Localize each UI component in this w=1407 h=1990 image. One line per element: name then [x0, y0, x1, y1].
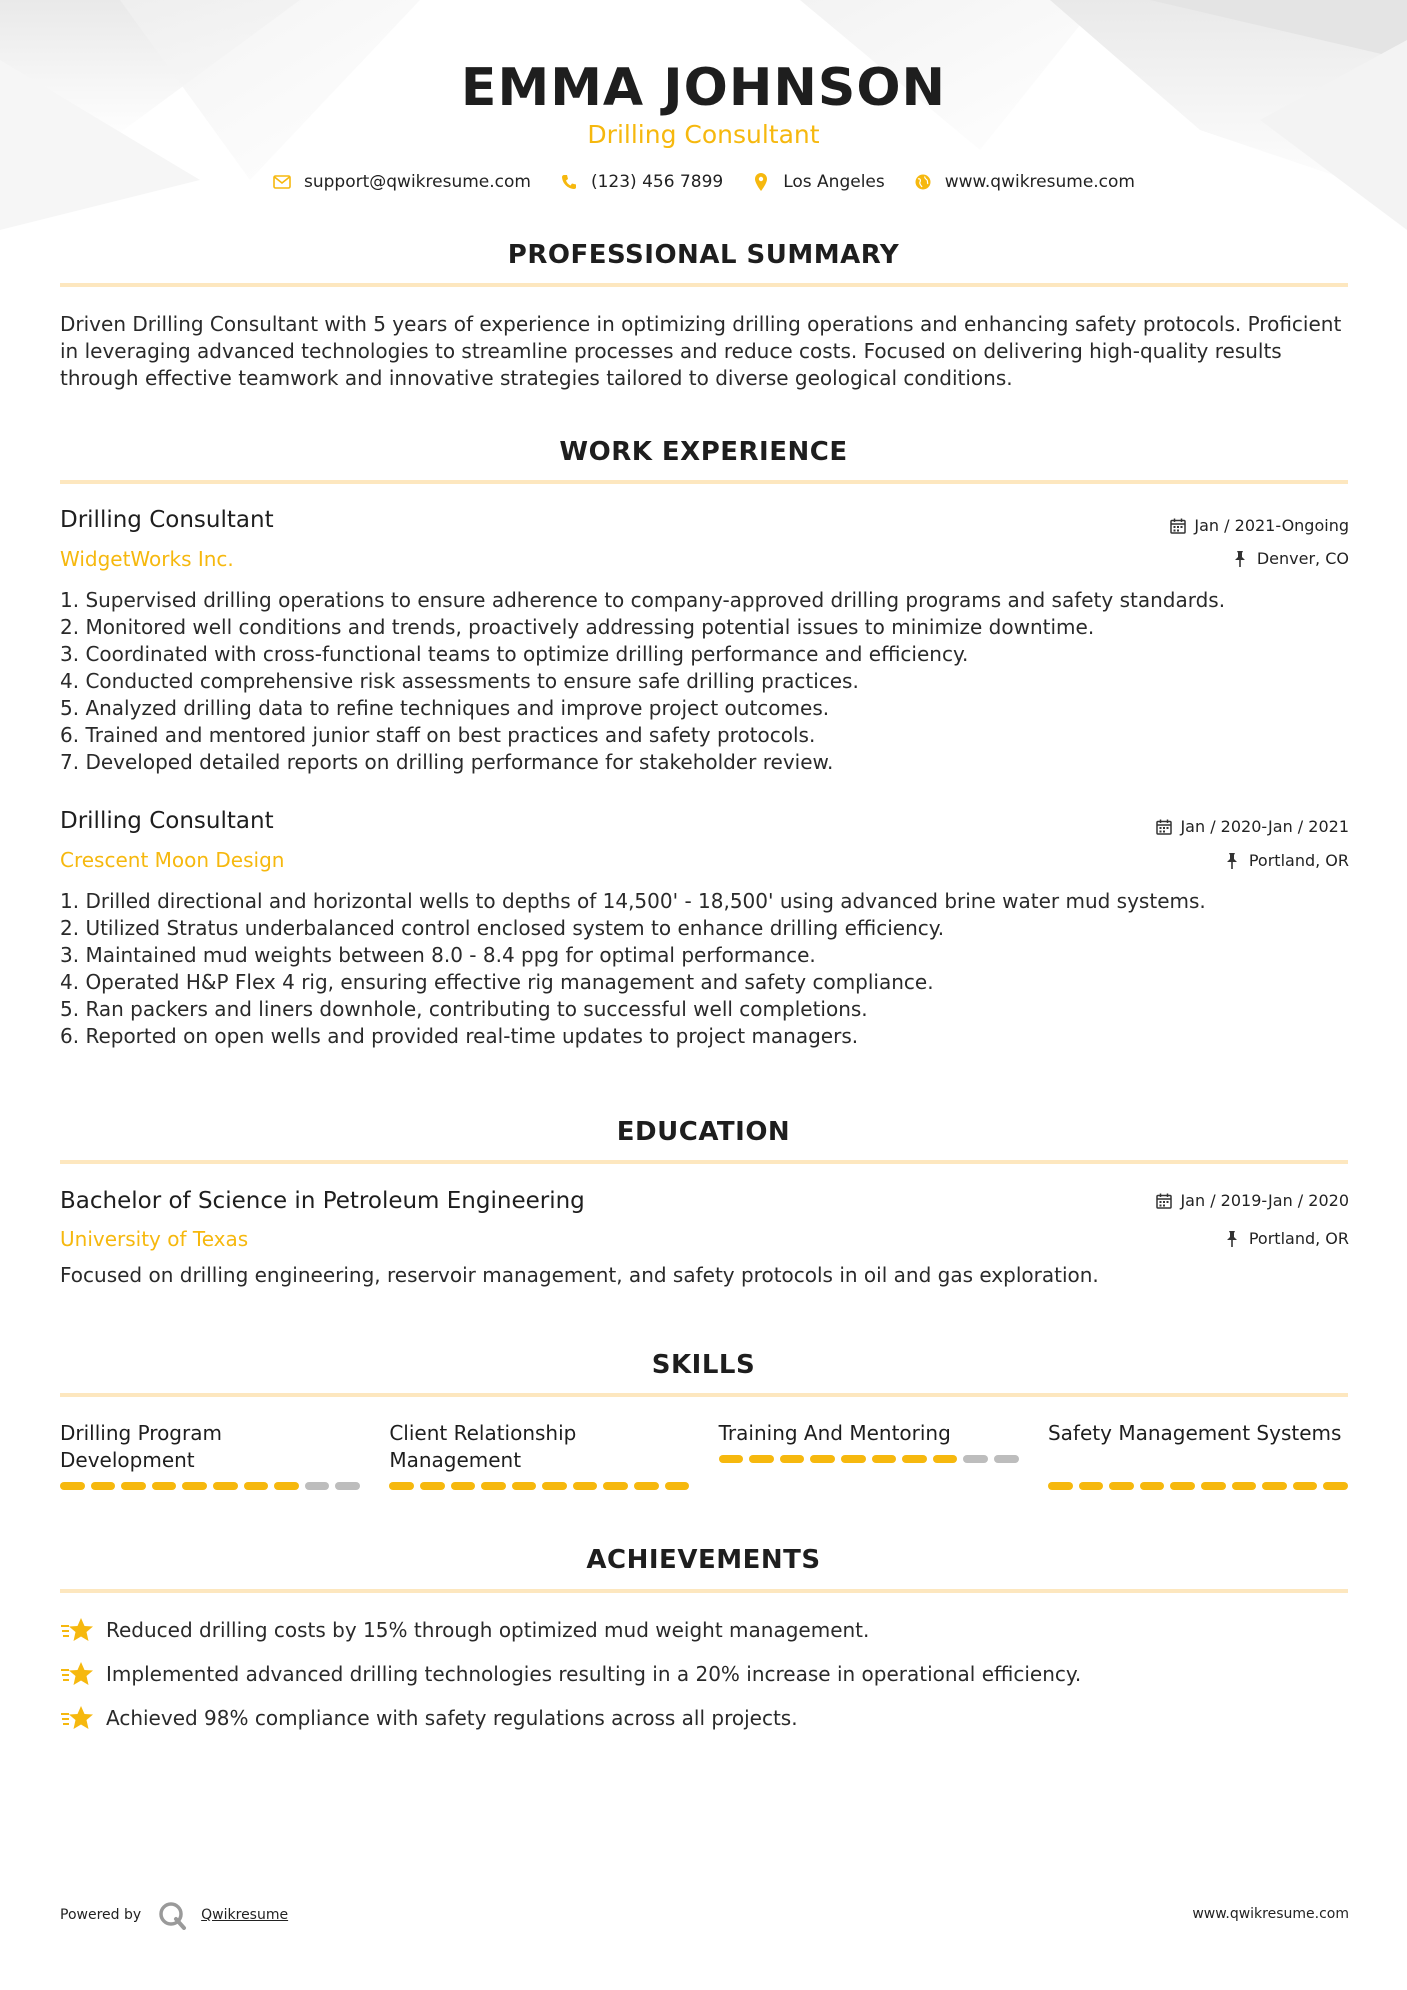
envelope-icon — [272, 172, 292, 192]
pushpin-icon — [1225, 1231, 1241, 1247]
skill-level-segment-filled — [481, 1482, 506, 1490]
skill-level-segment-filled — [933, 1455, 958, 1463]
achievement-text: Implemented advanced drilling technologies resulting in a 20% increase in operational efficiency. — [106, 1662, 1082, 1686]
experience-heading: WORK EXPERIENCE — [559, 437, 848, 467]
qwikresume-logo-icon — [157, 1900, 187, 1930]
skill-level-bar — [1048, 1482, 1348, 1490]
candidate-title: Drilling Consultant — [587, 120, 820, 149]
skill-level-segment-filled — [1140, 1482, 1165, 1490]
achievement-text: Achieved 98% compliance with safety regulations across all projects. — [106, 1706, 798, 1730]
skill-level-segment-empty — [994, 1455, 1019, 1463]
skill-level-bar — [60, 1482, 360, 1490]
skill-level-bar — [719, 1455, 1019, 1463]
skill-level-segment-filled — [749, 1455, 774, 1463]
footer-website[interactable]: www.qwikresume.com — [1192, 1906, 1349, 1922]
list-item: 5. Ran packers and liners downhole, contributing to successful well completions. — [60, 997, 868, 1021]
skill-level-segment-filled — [573, 1482, 598, 1490]
education-heading: EDUCATION — [616, 1117, 791, 1147]
list-item: 2. Monitored well conditions and trends, proactively addressing potential issues to minimize downtime. — [60, 615, 1095, 639]
skill-level-segment-filled — [542, 1482, 567, 1490]
school-name: University of Texas — [60, 1227, 249, 1251]
globe-icon — [913, 172, 933, 192]
skill-level-segment-filled — [810, 1455, 835, 1463]
skill-level-bar — [389, 1482, 689, 1490]
education-dates-text: Jan / 2019-Jan / 2020 — [1180, 1191, 1349, 1210]
job-company: WidgetWorks Inc. — [60, 547, 234, 571]
star-icon — [60, 1704, 94, 1732]
job-bullets — [60, 888, 1350, 1050]
list-item: 7. Developed detailed reports on drilling performance for stakeholder review. — [60, 750, 834, 774]
list-item: 2. Utilized Stratus underbalanced control enclosed system to enhance drilling efficiency. — [60, 916, 945, 940]
education-dates — [1156, 1191, 1349, 1210]
list-item: 5. Analyzed drilling data to refine techniques and improve project outcomes. — [60, 696, 830, 720]
achievement-item — [60, 1660, 1350, 1688]
contact-phone-text: (123) 456 7899 — [590, 172, 724, 192]
skill-level-segment-filled — [665, 1482, 690, 1490]
job-title: Drilling Consultant — [60, 808, 274, 834]
education-divider — [60, 1160, 1348, 1164]
skill-level-segment-filled — [152, 1482, 177, 1490]
powered-by-label: Powered by — [60, 1907, 142, 1923]
skill-level-segment-filled — [634, 1482, 659, 1490]
job-dates — [1170, 516, 1349, 535]
skill-level-segment-filled — [451, 1482, 476, 1490]
skill-level-segment-filled — [274, 1482, 299, 1490]
pushpin-icon — [1225, 853, 1241, 869]
skills-list — [60, 1420, 1348, 1490]
education-location-text: Portland, OR — [1248, 1229, 1349, 1248]
job-dates — [1156, 817, 1349, 836]
skill-level-segment-filled — [719, 1455, 744, 1463]
skill-item — [389, 1420, 689, 1490]
qwikresume-link[interactable]: Qwikresume — [201, 1907, 289, 1923]
education-description: Focused on drilling engineering, reservoir management, and safety protocols in oil and gas exploration. — [60, 1263, 1099, 1287]
skill-level-segment-filled — [1201, 1482, 1226, 1490]
skill-level-segment-empty — [963, 1455, 988, 1463]
skill-name: Safety Management Systems — [1047, 1421, 1342, 1445]
summary-text: Driven Drilling Consultant with 5 years of experience in optimizing drilling operations and enhancing safety protocols. Proficient in leveraging advanced technologies to streamline processes and reduce costs. Focused on delivering high-quality results through effective teamwork and innovative strategies tailored to diverse geological conditions. — [60, 312, 1342, 390]
map-pin-icon — [751, 172, 771, 192]
skill-name: Training And Mentoring — [718, 1421, 951, 1445]
skill-name: Client Relationship Management — [389, 1421, 577, 1472]
achievements-divider — [60, 1589, 1348, 1593]
list-item: 3. Maintained mud weights between 8.0 - 8.4 ppg for optimal performance. — [60, 943, 816, 967]
skill-item — [719, 1420, 1019, 1490]
skill-level-segment-filled — [1170, 1482, 1195, 1490]
skill-level-segment-filled — [121, 1482, 146, 1490]
skill-level-segment-filled — [389, 1482, 414, 1490]
skill-level-segment-filled — [91, 1482, 116, 1490]
summary-heading: PROFESSIONAL SUMMARY — [507, 240, 900, 270]
skill-level-segment-filled — [872, 1455, 897, 1463]
star-icon — [60, 1616, 94, 1644]
skill-level-segment-filled — [1262, 1482, 1287, 1490]
contact-location-text: Los Angeles — [783, 172, 885, 192]
skill-level-segment-filled — [1293, 1482, 1318, 1490]
skill-level-segment-filled — [182, 1482, 207, 1490]
skill-level-segment-filled — [244, 1482, 269, 1490]
star-icon — [60, 1660, 94, 1688]
job-title: Drilling Consultant — [60, 507, 274, 533]
job-dates-text: Jan / 2021-Ongoing — [1194, 516, 1349, 535]
skill-level-segment-empty — [305, 1482, 330, 1490]
skill-level-segment-filled — [1232, 1482, 1257, 1490]
job-location — [1225, 851, 1349, 870]
calendar-icon — [1170, 518, 1186, 534]
job-company: Crescent Moon Design — [60, 848, 285, 872]
job-bullets — [60, 587, 1350, 776]
contact-website-text: www.qwikresume.com — [944, 172, 1135, 192]
contact-website[interactable] — [913, 172, 1135, 192]
footer-powered-by — [60, 1900, 288, 1930]
skill-level-segment-filled — [420, 1482, 445, 1490]
contact-email-text: support@qwikresume.com — [304, 172, 531, 192]
education-location — [1225, 1229, 1349, 1248]
skill-level-segment-filled — [60, 1482, 85, 1490]
list-item: 1. Supervised drilling operations to ensure adherence to company-approved drilling programs and safety standards. — [60, 588, 1226, 612]
skills-heading: SKILLS — [651, 1350, 756, 1380]
skill-level-segment-filled — [1109, 1482, 1134, 1490]
contact-email[interactable] — [272, 172, 531, 192]
achievements-heading: ACHIEVEMENTS — [586, 1545, 821, 1575]
contact-phone[interactable] — [559, 172, 723, 192]
list-item: 4. Operated H&P Flex 4 rig, ensuring effective rig management and safety compliance. — [60, 970, 934, 994]
degree-title: Bachelor of Science in Petroleum Engineering — [60, 1188, 585, 1214]
skills-divider — [60, 1393, 1348, 1397]
contact-bar — [0, 172, 1407, 192]
skill-level-segment-filled — [512, 1482, 537, 1490]
list-item: 6. Trained and mentored junior staff on best practices and safety protocols. — [60, 723, 816, 747]
skill-item — [1048, 1420, 1348, 1490]
job-location — [1233, 549, 1349, 568]
skill-item — [60, 1420, 360, 1490]
skill-name: Drilling Program Development — [60, 1421, 222, 1472]
list-item: 1. Drilled directional and horizontal wells to depths of 14,500' - 18,500' using advanced brine water mud systems. — [60, 889, 1206, 913]
summary-divider — [60, 283, 1348, 287]
job-location-text: Portland, OR — [1248, 851, 1349, 870]
contact-location — [751, 172, 885, 192]
skill-level-segment-filled — [841, 1455, 866, 1463]
pushpin-icon — [1233, 551, 1249, 567]
candidate-name: EMMA JOHNSON — [460, 58, 947, 118]
achievement-item — [60, 1704, 1350, 1732]
achievement-item — [60, 1616, 1350, 1644]
list-item: 6. Reported on open wells and provided real-time updates to project managers. — [60, 1024, 859, 1048]
experience-divider — [60, 480, 1348, 484]
skill-level-segment-filled — [603, 1482, 628, 1490]
skill-level-segment-filled — [1079, 1482, 1104, 1490]
calendar-icon — [1156, 1193, 1172, 1209]
calendar-icon — [1156, 819, 1172, 835]
job-dates-text: Jan / 2020-Jan / 2021 — [1180, 817, 1349, 836]
skill-level-segment-filled — [1323, 1482, 1348, 1490]
job-location-text: Denver, CO — [1256, 549, 1349, 568]
phone-icon — [559, 172, 579, 192]
achievement-text: Reduced drilling costs by 15% through optimized mud weight management. — [106, 1618, 870, 1642]
list-item: 3. Coordinated with cross-functional teams to optimize drilling performance and efficiency. — [60, 642, 969, 666]
skill-level-segment-filled — [902, 1455, 927, 1463]
list-item: 4. Conducted comprehensive risk assessments to ensure safe drilling practices. — [60, 669, 859, 693]
skill-level-segment-empty — [335, 1482, 360, 1490]
skill-level-segment-filled — [1048, 1482, 1073, 1490]
skill-level-segment-filled — [213, 1482, 238, 1490]
skill-level-segment-filled — [780, 1455, 805, 1463]
